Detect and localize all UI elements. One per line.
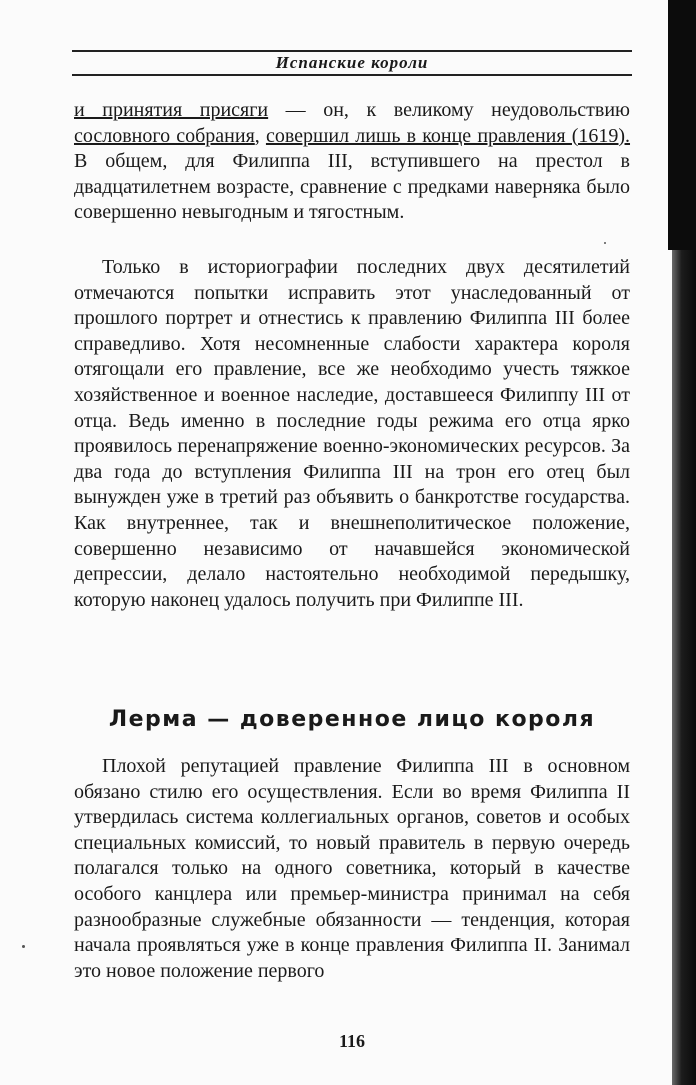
scan-speck (604, 242, 606, 244)
page-number: 116 (338, 1031, 365, 1051)
scan-edge-top (668, 0, 696, 250)
paragraph-1-text-c: В общем, для Филиппа III, вступившего на престол в двадцатилетнем возрасте, сравнение с предками наверняка было совершенно невыгодным и тягостным. (74, 150, 630, 224)
section-title: Лерма — доверенное лицо короля (108, 707, 596, 732)
paragraph-2: Только в историографии последних двух десятилетий отмечаются попытки исправить этот унаследованный от прошлого портрет и отнестись к правлению Филиппа III более справедливо. Хотя несомненные слабости характера короля отягощали его правление, все же необходимо учесть тяжкое хозяйственное и военное наследие, доставшееся Филиппу III от отца. Ведь именно в последние годы режима его отца ярко проявилось перенапряжение военно-экономических ресурсов. За два года до вступления Филиппа III на трон его отец был вынужден уже в третий раз объявить о банкротстве государства. Как внутреннее, так и внешнеполитическое положение, совершенно независимо от начавшейся экономической депрессии, делало настоятельно необходимой передышку, которую наконец удалось получить при Филиппе III. (74, 256, 630, 611)
underlined-phrase-2: сословного собрания (74, 124, 255, 147)
paragraph-1-text-b: , (254, 124, 266, 147)
paragraph-3: Плохой репутацией правление Филиппа III в основном обязано стилю его осуществления. Если во время Филиппа II утвердилась система коллегиальных органов, советов и особых специальных комиссий, то новый правитель в первую очередь полагался только на одного советника, который в качестве особого канцлера или премьер-министра принимал на себя разнообразные служебные обязанности — тенденция, которая начала проявляться уже в конце правления Филиппа II. Занимал это новое положение первого (74, 755, 630, 982)
running-head: Испанские короли (275, 53, 429, 72)
paragraph-1-text-a: — он, к великому неудовольствию (268, 99, 630, 121)
paragraph-1 (74, 98, 630, 226)
scan-speck (22, 945, 25, 948)
underlined-phrase-1: и принятия присяги (74, 99, 269, 121)
underlined-phrase-3: совершил лишь в конце правления (1619). (265, 124, 631, 147)
header-rule-bottom (72, 74, 632, 76)
